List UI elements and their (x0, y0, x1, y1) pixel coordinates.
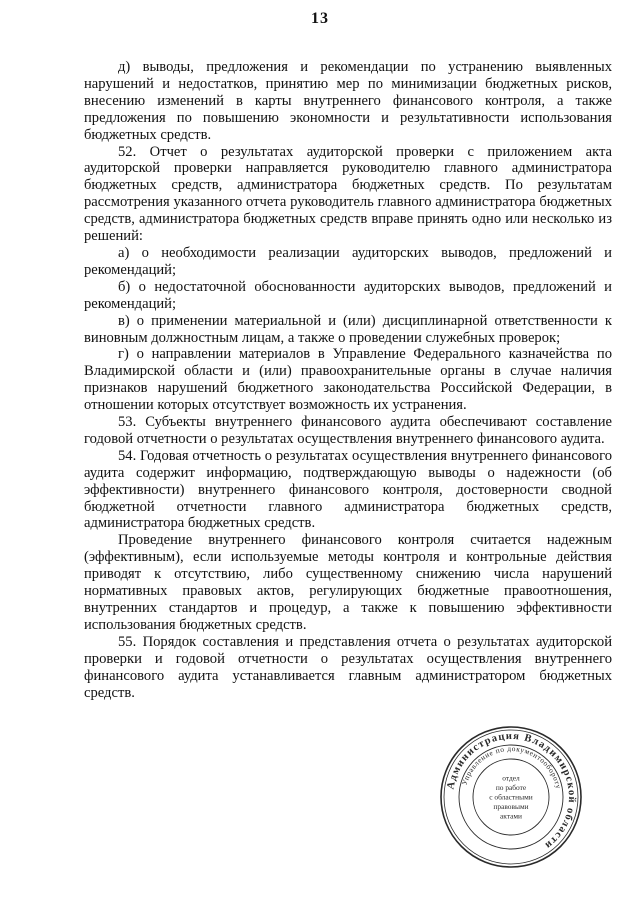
seal-center-line: по работе (495, 782, 527, 792)
paragraph-53: 53. Субъекты внутреннего финансового аудита обеспечивают составление годовой отчетности о результатах осуществления внутреннего финансового аудита. (84, 414, 612, 447)
paragraph-52g: г) о направлении материалов в Управление Федерального казначейства по Владимирской области и (или) правоохранительные органы в случае наличия признаков нарушений бюджетного законодательства Российской Федерации, в отношении которых отсутствует возможность их устранения. (84, 346, 612, 414)
paragraph-55: 55. Порядок составления и представления отчета о результатах аудиторской проверки и годовой отчетности о результатах осуществления внутреннего финансового аудита устанавливается главным администратором бюджетных средств. (84, 633, 612, 701)
paragraph-52: 52. Отчет о результатах аудиторской проверки с приложением акта аудиторской проверки направляется руководителю главного администратора бюджетных средств, администратора бюджетных средств. По результатам рассмотрения указанного отчета руководитель главного администратора бюджетных средств, администратора бюджетных средств вправе принять одно или несколько из решений: (84, 143, 612, 245)
seal-stamp-graphic (437, 723, 585, 871)
paragraph-52v: в) о применении материальной и (или) дисциплинарной ответственности к виновным должностным лицам, а также о проведении служебных проверок; (84, 312, 612, 346)
paragraph-52b: б) о недостаточной обоснованности аудиторских выводов, предложений и рекомендаций; (84, 278, 612, 312)
seal-inner-ring-text: Управление по документообороту (459, 743, 564, 790)
paragraph-54: 54. Годовая отчетность о результатах осуществления внутреннего финансового аудита содержит информацию, подтверждающую выводы о надежности (об эффективности) внутреннего финансового контроля, достоверности сводной бюджетной отчетности главного администратора бюджетных средств, администратора бюджетных средств. (84, 447, 612, 532)
seal-center-line: правовыми (493, 802, 529, 812)
paragraph-54-control: Проведение внутреннего финансового контроля считается надежным (эффективным), если используемые методы контроля и контрольные действия приводят к отсутствию, либо существенному снижению числа нарушений нормативных правовых актов, регулирующих бюджетные правоотношения, внутренних стандартов и процедур, а также к повышению эффективности использования бюджетных средств. (84, 532, 612, 633)
document-body (84, 59, 612, 701)
seal-outer-text: Администрация Владимирской области (445, 730, 578, 852)
page-number: 13 (311, 10, 329, 27)
official-seal (437, 723, 585, 871)
seal-center-line: с областными (489, 792, 533, 802)
seal-center-text (489, 773, 532, 820)
seal-center-line: актами (499, 811, 523, 821)
seal-center-line: отдел (502, 773, 520, 783)
paragraph-d-conclusions: д) выводы, предложения и рекомендации по устранению выявленных нарушений и недостатков, принятию мер по минимизации бюджетных рисков, внесению изменений в карты внутреннего финансового контроля, а также предложения по повышению экономности и результативности использования бюджетных средств. (84, 59, 612, 143)
paragraph-52a: а) о необходимости реализации аудиторских выводов, предложений и рекомендаций; (84, 244, 612, 278)
